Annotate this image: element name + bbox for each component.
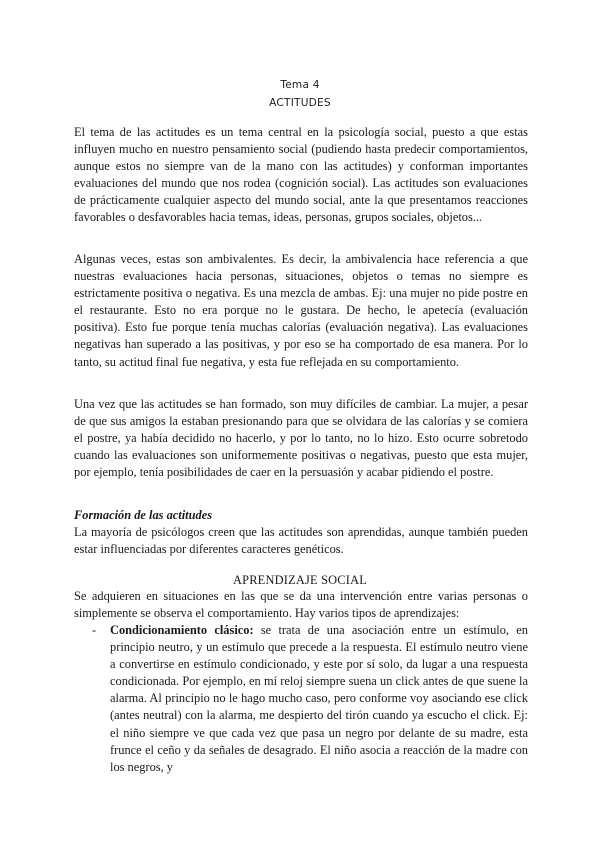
section-formacion <box>74 507 528 558</box>
topic-number: Tema 4 <box>280 79 320 91</box>
list-item-description: se trata de una asociación entre un estímulo, en principio neutro, y un estímulo que precede a la respuesta. El estímulo neutro viene a convertirse en estímulo condicionado, y este por sí solo, da lugar a una respuesta condicionada. Por ejemplo, en mí reloj siempre suena un click antes de que suene la alarma. Al principio no le hago mucho caso, pero conforme voy asociando ese click (antes neutral) con la alarma, me despierto del tirón cuando ya escucho el click. Ej: el niño siempre ve que cada vez que pasa un negro por delante de su madre, esta frunce el ceño y da señales de desagrado. El niño asocia a reacción de la madre con los negros, y <box>110 623 528 774</box>
section-heading-aprendizaje: APRENDIZAJE SOCIAL <box>232 573 368 587</box>
list-item-term: Condicionamiento clásico: <box>110 623 254 637</box>
section-heading-formacion: Formación de las actitudes <box>74 508 213 522</box>
paragraph-formacion: La mayoría de psicólogos creen que las actitudes son aprendidas, aunque también pueden estar influenciadas por diferentes caracteres genéticos. <box>74 525 528 557</box>
paragraph-intro: El tema de las actitudes es un tema central en la psicología social, puesto a que estas influyen mucho en nuestro pensamiento social (pudiendo hasta predecir comportamientos, aunque estos no siempre van de la mano con las actitudes) y conforman importantes evaluaciones del mundo que nos rodea (cognición social). Las actitudes son evaluaciones de prácticamente cualquier aspecto del mundo social, ante la que presentamos reacciones favorables o desfavorables hacia temas, ideas, personas, grupos sociales, objetos... <box>74 125 528 225</box>
list-dash: - <box>92 623 97 637</box>
page-title: ACTITUDES <box>269 97 331 109</box>
paragraph-resistance: Una vez que las actitudes se han formado, son muy difíciles de cambiar. La mujer, a pesar de que sus amigos la estaban presionando para que se olvidara de las calorías y se comiera el postre, ya había decidido no hacerlo, y por lo tanto, no lo hizo. Esto ocurre sobretodo cuando las evaluaciones son uniformemente positivas o negativas, puesto que esta mujer, por ejemplo, tenía posibilidades de caer en la persuasión y acabar pidiendo el postre. <box>74 397 528 480</box>
paragraph-aprendizaje-intro: Se adquieren en situaciones en las que se da una intervención entre varias personas o simplemente se observa el comportamiento. Hay varios tipos de aprendizajes: <box>74 589 528 621</box>
paragraph-ambivalence: Algunas veces, estas son ambivalentes. Es decir, la ambivalencia hace referencia a que nuestras evaluaciones hacia personas, situaciones, objetos o temas no siempre es estrictamente positiva o negativa. Es una mezcla de ambas. Ej: una mujer no pide postre en el restaurante. Esto no era porque no le gustara. De hecho, le apetecía (evaluación positiva). Esto fue porque tenía muchas calorías (evaluación negativa). Las evaluaciones negativas han superado a las positivas, y por eso se ha comportado de esa manera. Por lo tanto, su actitud final fue negativa, y esta fue reflejada en su comportamiento. <box>74 252 528 369</box>
list-item-text <box>110 622 528 776</box>
